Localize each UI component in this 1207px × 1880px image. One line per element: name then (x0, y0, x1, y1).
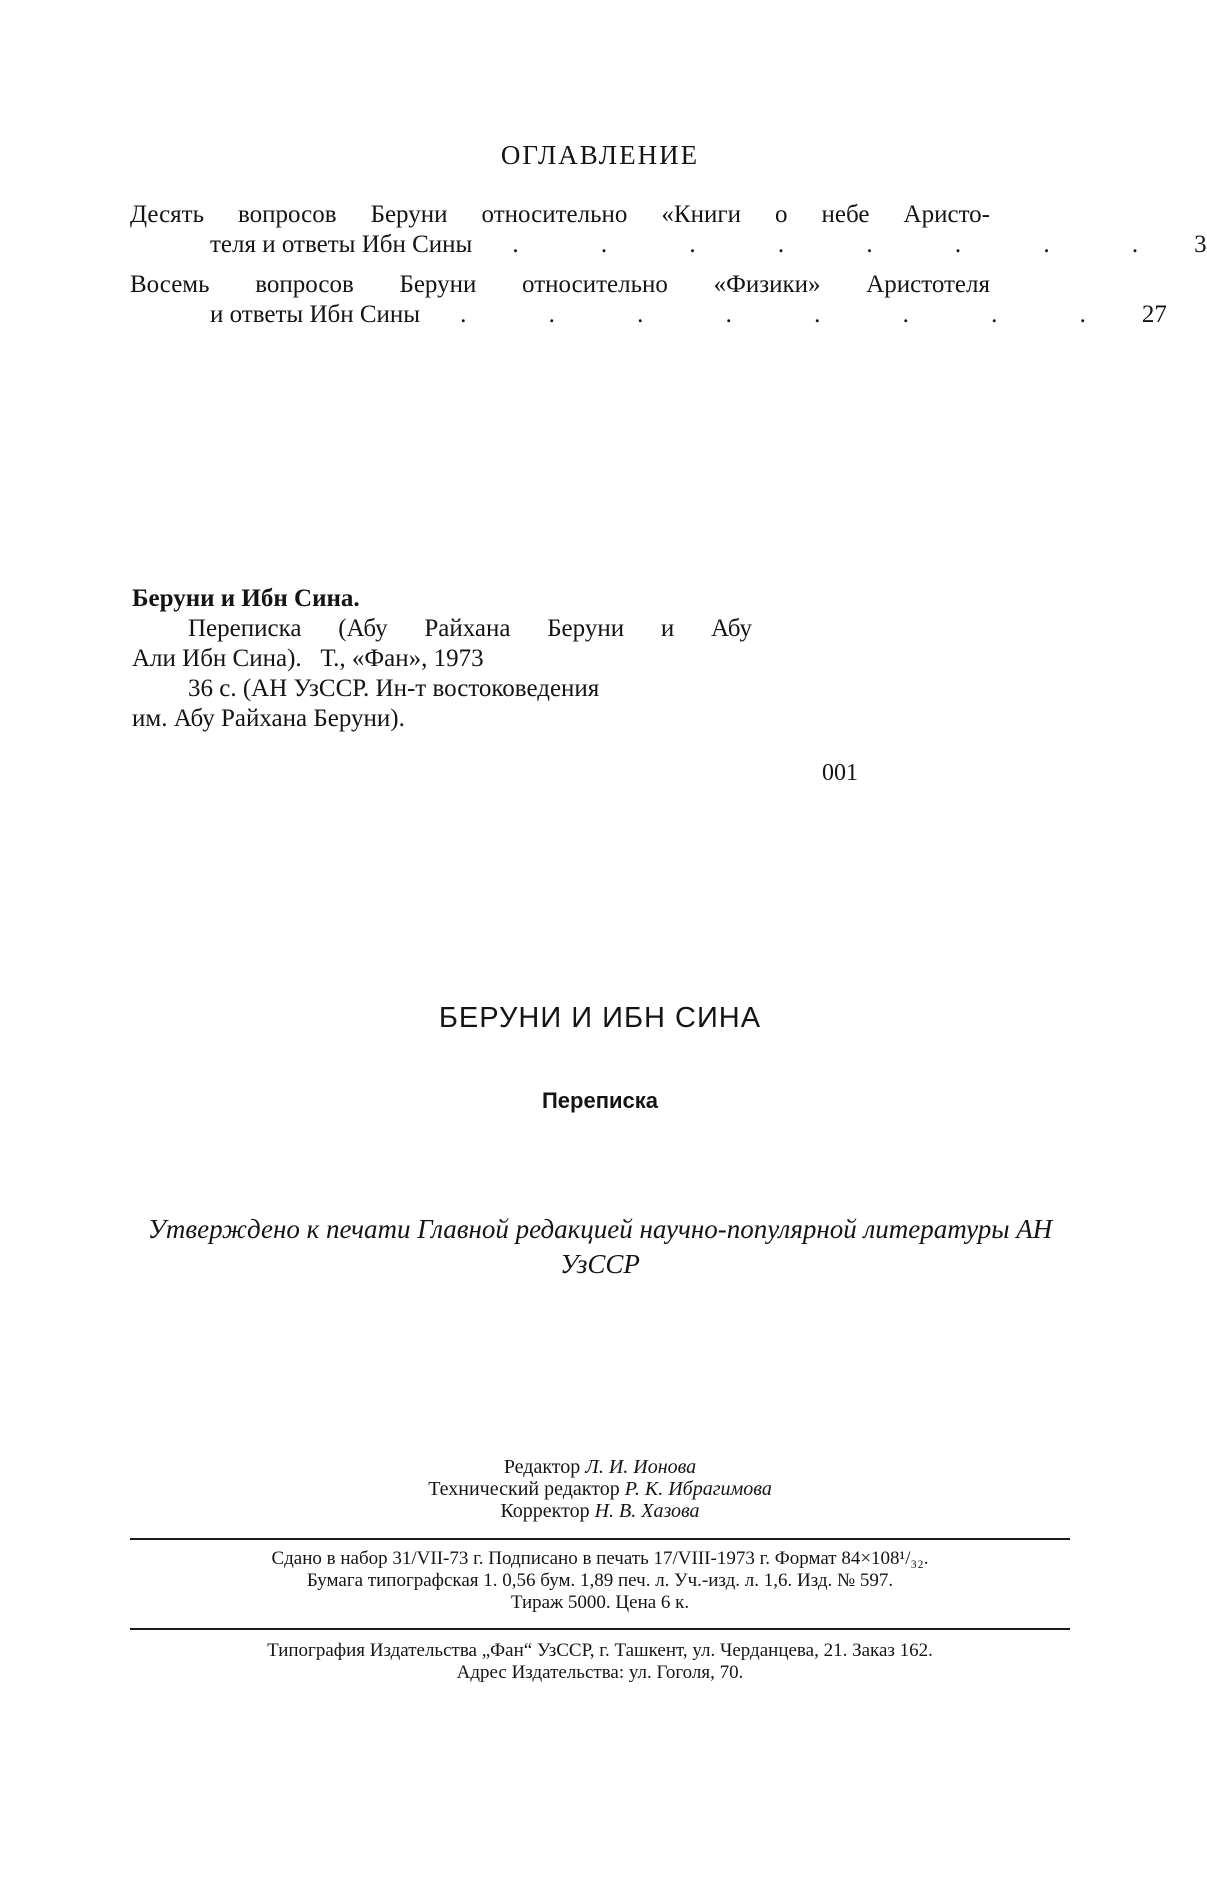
imprint-line: Типография Издательства „Фан“ УзССР, г. Ташкент, ул. Черданцева, 21. Заказ 162. (267, 1640, 933, 1661)
divider-rule (130, 1538, 1070, 1540)
toc-page-number: 27 (1141, 301, 1167, 328)
toc-entry-text: Восемь вопросов Беруни относительно «Физики» Аристотеля (130, 271, 990, 298)
book-subtitle: Переписка (541, 1088, 658, 1113)
staff-role: Редактор (503, 1456, 581, 1478)
toc-leader-dots: . . . . . . . . (460, 301, 1124, 328)
toc-title: ОГЛАВЛЕНИЕ (500, 140, 700, 170)
catalog-line: 36 с. (АН УзССР. Ин-т востоковедения (188, 675, 600, 702)
catalog-heading: Беруни и Ибн Сина. (132, 585, 360, 612)
printing-house-block (130, 1640, 1070, 1684)
toc-entry-text-continued: и ответы Ибн Сины (210, 301, 421, 328)
staff-line-tech-editor (0, 1478, 1200, 1500)
approval-note: Утверждено к печати Главной редакцией научно-популярной литературы АН УзССР (147, 1214, 1053, 1279)
imprint-line: Адрес Издательства: ул. Гоголя, 70. (456, 1662, 744, 1683)
catalog-line: им. Абу Райхана Беруни). (132, 705, 405, 732)
catalog-code: 001 (822, 760, 858, 786)
toc-leader-dots: . . . . . . . . (512, 231, 1177, 258)
catalog-line: Переписка (Абу Райхана Беруни и Абу (188, 615, 752, 642)
divider-rule (130, 1628, 1070, 1630)
imprint-line: Бумага типографская 1. 0,56 бум. 1,89 печ. л. Уч.-изд. л. 1,6. Изд. № 597. (306, 1570, 894, 1591)
staff-line-proofreader (0, 1500, 1200, 1522)
staff-name: Р. К. Ибрагимова (624, 1478, 772, 1500)
toc-entry-text: Десять вопросов Беруни относительно «Книги о небе Аристо- (130, 201, 990, 228)
book-title: БЕРУНИ И ИБН СИНА (438, 1002, 762, 1034)
imprint-block (130, 1548, 1070, 1614)
imprint-line: Тираж 5000. Цена 6 к. (510, 1592, 690, 1613)
catalog-card (132, 584, 752, 734)
staff-role: Технический редактор (428, 1478, 620, 1500)
toc-page-number: 3 (1194, 231, 1207, 258)
imprint-line: Сдано в набор 31/VII-73 г. Подписано в печать 17/VIII-1973 г. Формат 84×108¹/₃₂. (271, 1548, 929, 1569)
toc-entry-2[interactable] (130, 270, 1167, 330)
staff-role: Корректор (500, 1500, 590, 1522)
toc-entry-text-continued: теля и ответы Ибн Сины (210, 231, 473, 258)
toc-entry-1[interactable] (130, 200, 1207, 260)
staff-name: Л. И. Ионова (585, 1456, 697, 1478)
staff-credits (0, 1456, 1200, 1522)
staff-line-editor (0, 1456, 1200, 1478)
staff-name: Н. В. Хазова (594, 1500, 700, 1522)
catalog-line: Али Ибн Сина). Т., «Фан», 1973 (132, 645, 484, 672)
